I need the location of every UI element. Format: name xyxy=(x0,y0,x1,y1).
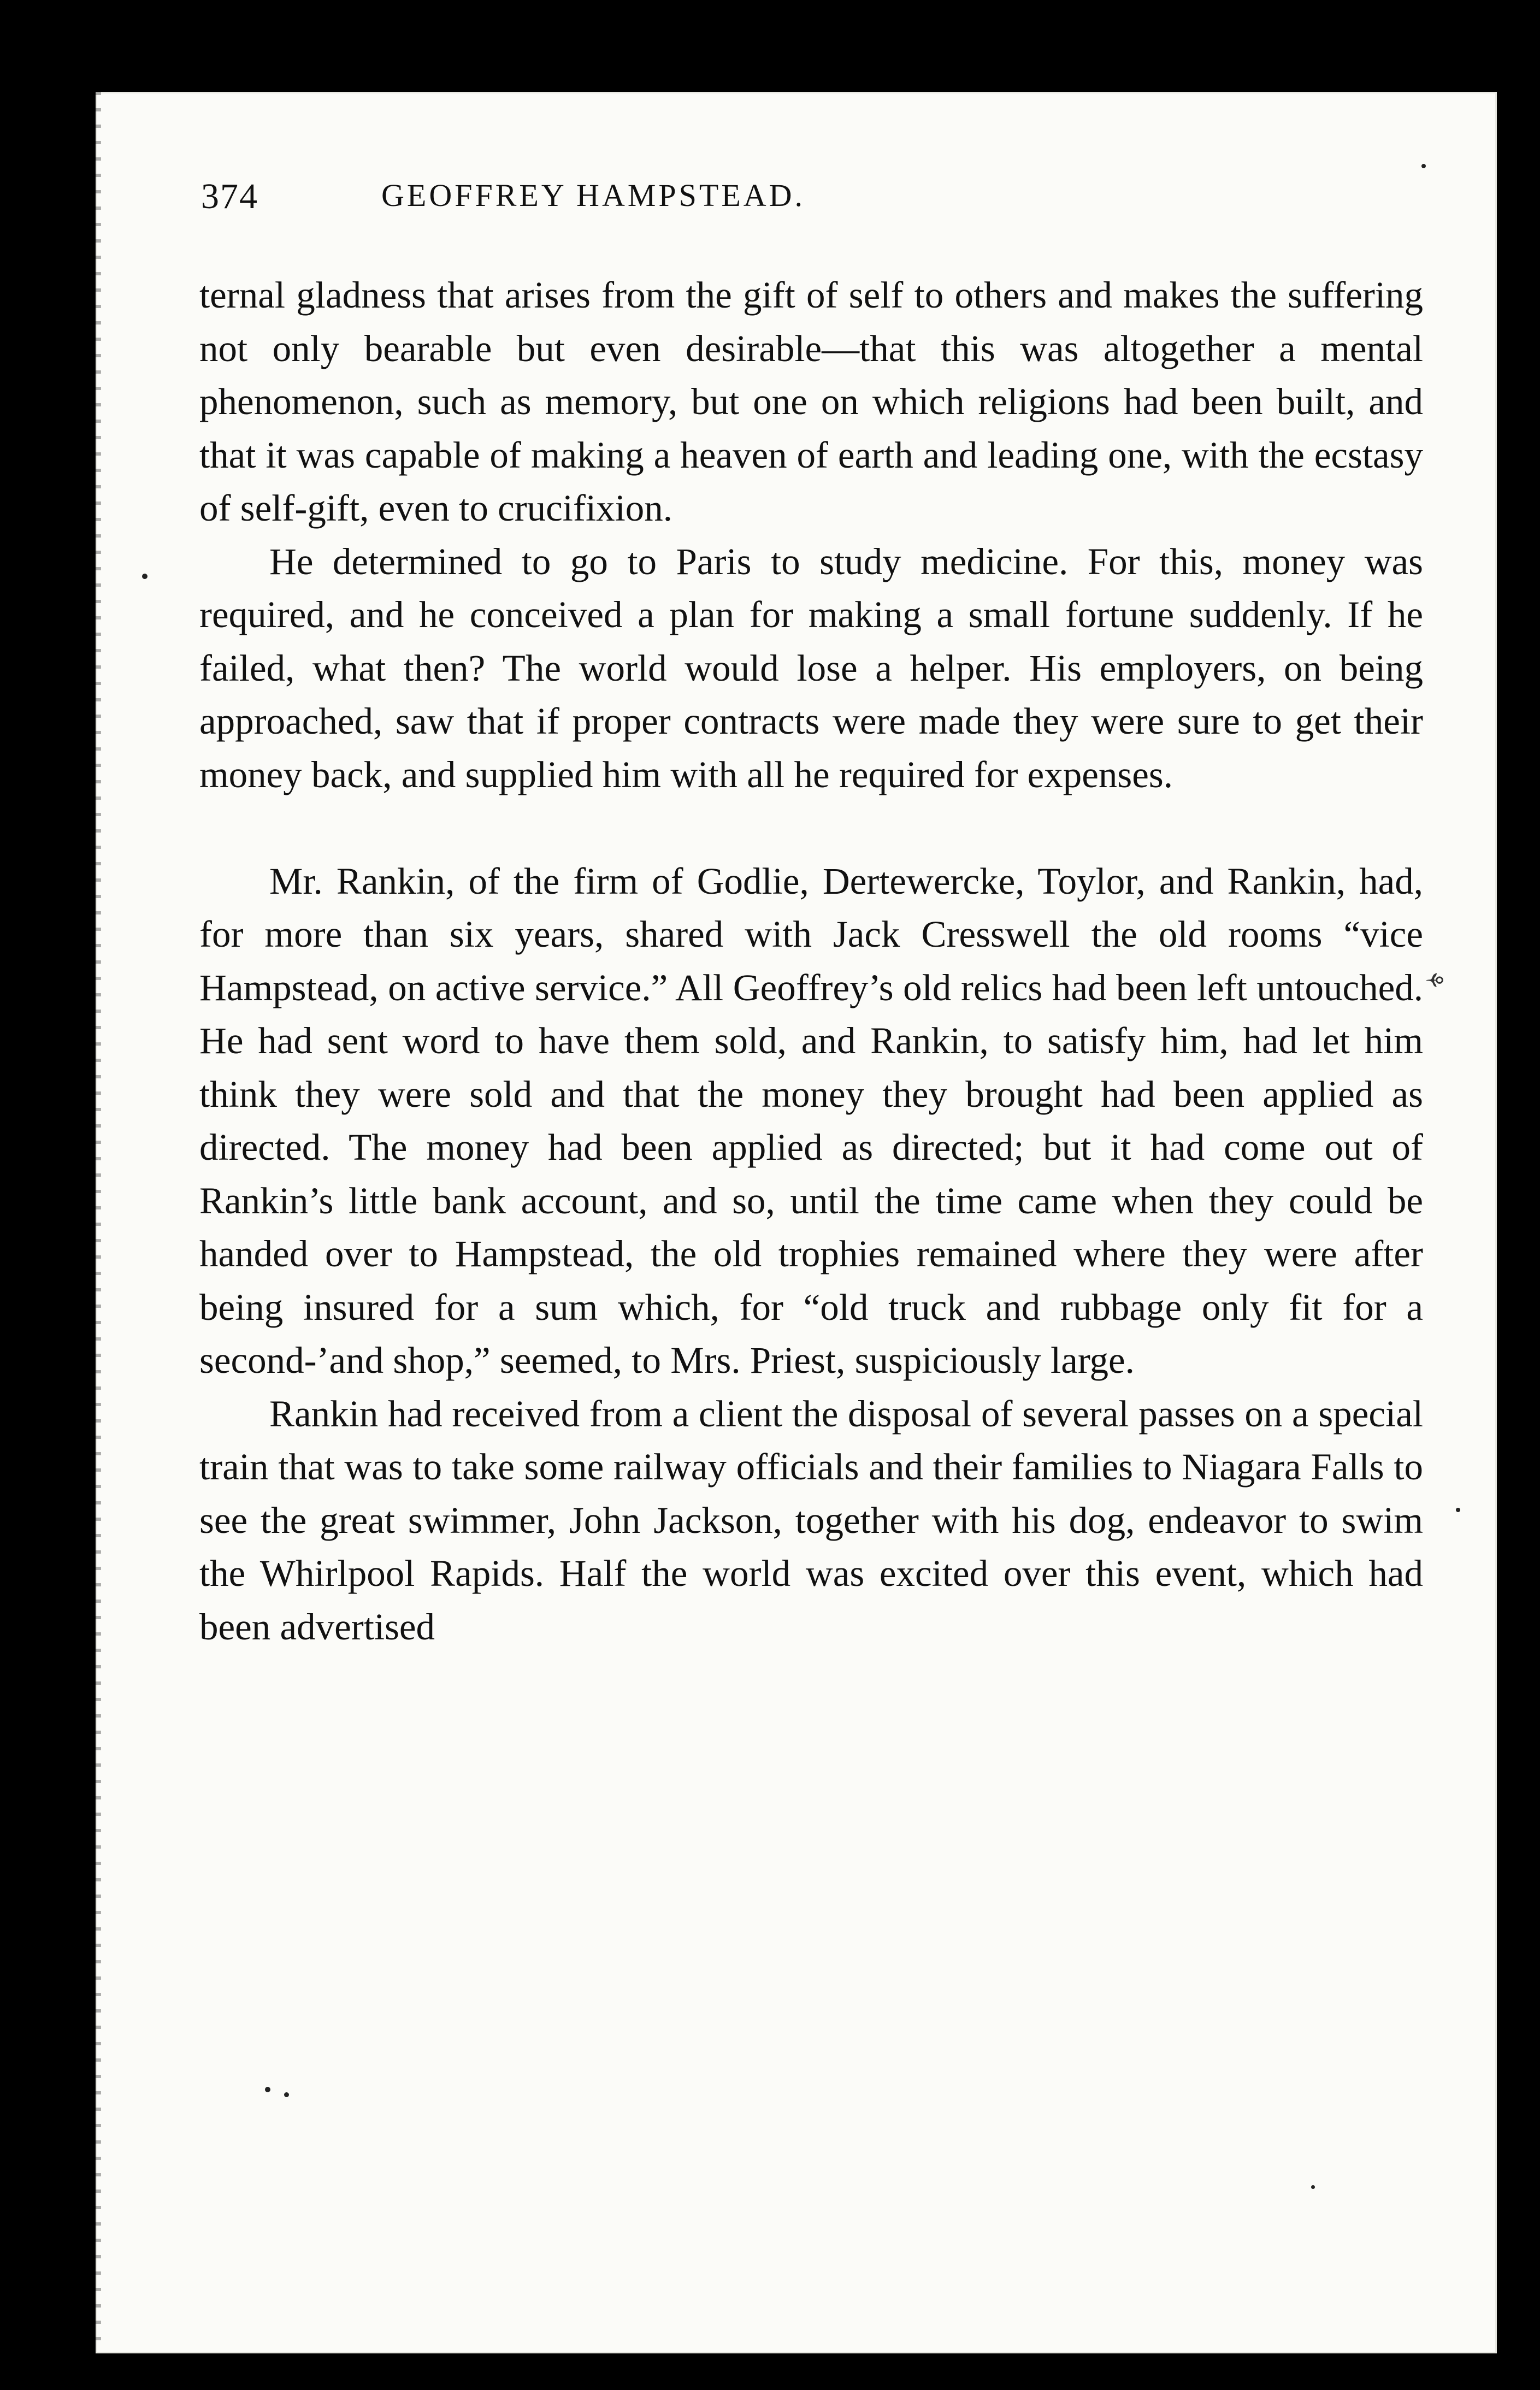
page-body xyxy=(199,269,1423,1654)
section-break xyxy=(199,801,1423,855)
scan-speck xyxy=(1456,1508,1460,1512)
paragraph: He determined to go to Paris to study medicine. For this, money was required, and he conceived a plan for making a small fortune suddenly. If he failed, what then? The world would lose a helper. His employers, on being approached, saw that if proper contracts were made they were sure to get their money back, and supplied him with all he required for expenses. xyxy=(199,540,1423,795)
paragraph-continued: ternal gladness that arises from the gift of self to others and makes the suffering not only bearable but even desirable—that this was altogether a mental phenomenon, such as memory, but one on which religions had been built, and that it was capable of making a heaven of earth and leading one, with the ecstasy of self-gift, even to crucifixion. xyxy=(199,274,1423,529)
paragraph: Rankin had received from a client the disposal of several passes on a special train that was to take some railway officials and their families to Niagara Falls to see the great swimmer, John Jackson, together with his dog, endeavor to swim the Whirlpool Rapids. Half the world was excited over this event, which had been advertised xyxy=(199,1392,1423,1648)
running-title: GEOFFREY HAMPSTEAD. xyxy=(381,178,806,213)
scan-speck xyxy=(1311,2185,1315,2189)
margin-mark: ⚘ xyxy=(1421,970,1448,990)
scan-speck xyxy=(265,2087,270,2092)
page-edge-shadow xyxy=(96,92,101,2353)
paragraph: Mr. Rankin, of the firm of Godlie, Dertewercke, Toylor, and Rankin, had, for more than six years, shared with Jack Cresswell the old rooms “vice Hampstead, on active service.” All Geoffrey’s old relics had been left untouched. He had sent word to have them sold, and Rankin, to satisfy him, had let him think they were sold and that the money they brought had been applied as directed. The money had been applied as directed; but it had come out of Rankin’s little bank account, and so, until the time came when they could be handed over to Hampstead, the old trophies remained where they were after being insured for a sum which, for “old truck and rubbage only fit for a second-’and shop,” seemed, to Mrs. Priest, suspiciously large. xyxy=(199,860,1423,1381)
page-header xyxy=(201,170,1135,231)
scan-speck xyxy=(1421,164,1426,168)
page-number: 374 xyxy=(201,176,258,216)
scan-speck xyxy=(284,2092,289,2097)
scan-speck xyxy=(142,574,147,579)
